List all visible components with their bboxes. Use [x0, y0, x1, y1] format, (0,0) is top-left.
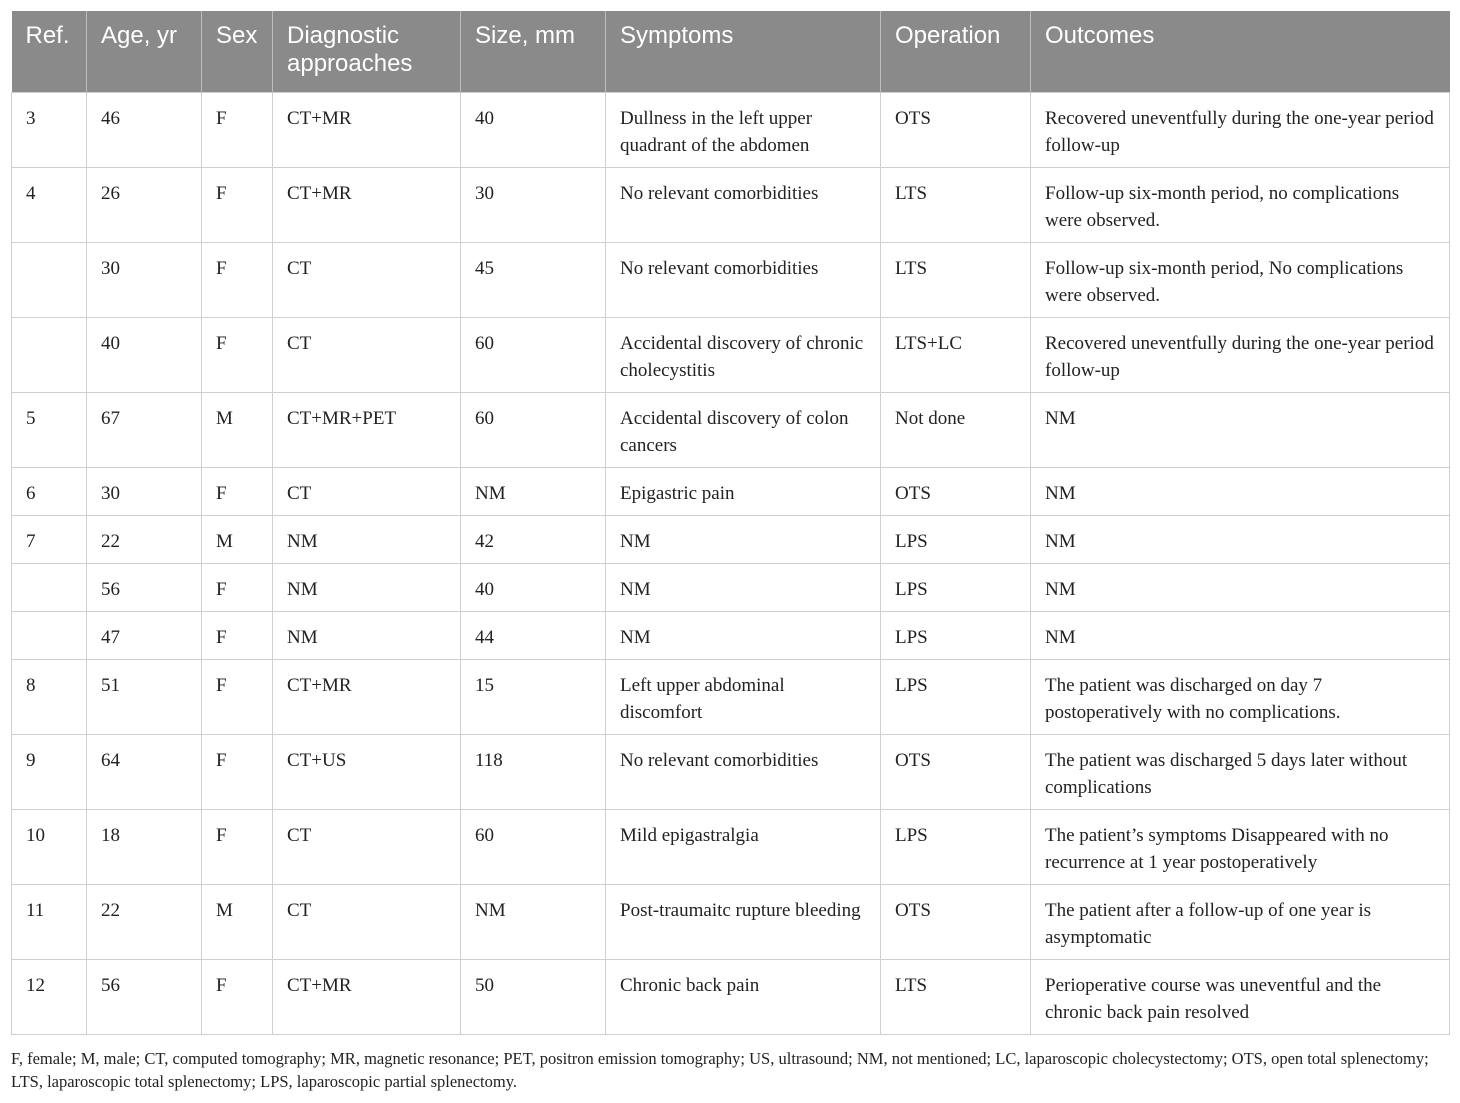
cell-operation: OTS — [881, 92, 1031, 167]
cell-age: 56 — [87, 563, 202, 611]
cell-ref — [12, 563, 87, 611]
cell-sex: F — [202, 809, 273, 884]
cell-size: 60 — [461, 392, 606, 467]
table-row — [12, 959, 1450, 1034]
cell-size: NM — [461, 467, 606, 515]
cell-symptoms: NM — [606, 515, 881, 563]
table-row — [12, 242, 1450, 317]
data-table — [11, 11, 1450, 1035]
header-age: Age, yr — [87, 11, 202, 92]
cell-age: 30 — [87, 467, 202, 515]
cell-sex: F — [202, 92, 273, 167]
cell-operation: LPS — [881, 611, 1031, 659]
cell-sex: M — [202, 392, 273, 467]
cell-size: NM — [461, 884, 606, 959]
cell-symptoms: NM — [606, 611, 881, 659]
cell-operation: LTS — [881, 959, 1031, 1034]
cell-diagnostic: CT — [273, 809, 461, 884]
cell-ref: 9 — [12, 734, 87, 809]
cell-symptoms: Accidental discovery of chronic cholecystitis — [606, 317, 881, 392]
cell-sex: M — [202, 884, 273, 959]
cell-symptoms: Chronic back pain — [606, 959, 881, 1034]
cell-ref: 12 — [12, 959, 87, 1034]
table-row — [12, 92, 1450, 167]
cell-size: 44 — [461, 611, 606, 659]
cell-operation: LTS+LC — [881, 317, 1031, 392]
cell-operation: LPS — [881, 563, 1031, 611]
cell-size: 15 — [461, 659, 606, 734]
header-ref: Ref. — [12, 11, 87, 92]
cell-size: 42 — [461, 515, 606, 563]
data-table-container — [11, 11, 1449, 1035]
cell-age: 47 — [87, 611, 202, 659]
table-row — [12, 563, 1450, 611]
cell-symptoms: Mild epigastralgia — [606, 809, 881, 884]
cell-size: 50 — [461, 959, 606, 1034]
cell-diagnostic: CT+US — [273, 734, 461, 809]
cell-ref — [12, 317, 87, 392]
cell-ref — [12, 611, 87, 659]
cell-symptoms: Left upper abdominal discomfort — [606, 659, 881, 734]
cell-size: 118 — [461, 734, 606, 809]
cell-diagnostic: CT+MR — [273, 959, 461, 1034]
table-footnote: F, female; M, male; CT, computed tomography; MR, magnetic resonance; PET, positron emission tomography; US, ultrasound; NM, not mentioned; LC, laparoscopic cholecystectomy; OTS, open total splenectomy; LTS, laparoscopic total splenectomy; LPS, laparoscopic partial splenectomy. — [11, 1049, 1429, 1091]
cell-ref: 3 — [12, 92, 87, 167]
cell-size: 40 — [461, 92, 606, 167]
cell-diagnostic: CT — [273, 242, 461, 317]
header-diagnostic-approaches: Diagnostic approaches — [273, 11, 461, 92]
cell-outcomes: The patient was discharged 5 days later without complications — [1031, 734, 1450, 809]
table-row — [12, 317, 1450, 392]
cell-operation: OTS — [881, 734, 1031, 809]
header-size: Size, mm — [461, 11, 606, 92]
cell-sex: F — [202, 242, 273, 317]
cell-age: 22 — [87, 515, 202, 563]
cell-age: 67 — [87, 392, 202, 467]
header-sex: Sex — [202, 11, 273, 92]
cell-sex: F — [202, 734, 273, 809]
cell-size: 45 — [461, 242, 606, 317]
cell-symptoms: No relevant comorbidities — [606, 734, 881, 809]
table-row — [12, 515, 1450, 563]
cell-sex: F — [202, 611, 273, 659]
cell-age: 26 — [87, 167, 202, 242]
cell-diagnostic: CT — [273, 884, 461, 959]
table-row — [12, 467, 1450, 515]
cell-outcomes: NM — [1031, 611, 1450, 659]
cell-ref: 5 — [12, 392, 87, 467]
cell-symptoms: Epigastric pain — [606, 467, 881, 515]
table-row — [12, 392, 1450, 467]
cell-operation: LTS — [881, 167, 1031, 242]
table-row — [12, 167, 1450, 242]
header-operation: Operation — [881, 11, 1031, 92]
cell-size: 40 — [461, 563, 606, 611]
table-row — [12, 884, 1450, 959]
cell-symptoms: Dullness in the left upper quadrant of the abdomen — [606, 92, 881, 167]
cell-sex: F — [202, 317, 273, 392]
cell-age: 51 — [87, 659, 202, 734]
cell-ref: 8 — [12, 659, 87, 734]
cell-operation: LTS — [881, 242, 1031, 317]
cell-outcomes: The patient was discharged on day 7 postoperatively with no complications. — [1031, 659, 1450, 734]
cell-symptoms: Post-traumaitc rupture bleeding — [606, 884, 881, 959]
cell-diagnostic: CT+MR — [273, 167, 461, 242]
header-outcomes: Outcomes — [1031, 11, 1450, 92]
cell-diagnostic: NM — [273, 515, 461, 563]
cell-operation: OTS — [881, 467, 1031, 515]
table-header-row — [12, 11, 1450, 92]
cell-size: 30 — [461, 167, 606, 242]
cell-diagnostic: NM — [273, 563, 461, 611]
cell-operation: LPS — [881, 515, 1031, 563]
cell-sex: F — [202, 959, 273, 1034]
cell-outcomes: NM — [1031, 515, 1450, 563]
cell-diagnostic: CT — [273, 467, 461, 515]
table-row — [12, 734, 1450, 809]
cell-age: 30 — [87, 242, 202, 317]
cell-sex: M — [202, 515, 273, 563]
cell-symptoms: No relevant comorbidities — [606, 242, 881, 317]
cell-diagnostic: CT — [273, 317, 461, 392]
cell-size: 60 — [461, 317, 606, 392]
cell-age: 22 — [87, 884, 202, 959]
cell-operation: LPS — [881, 659, 1031, 734]
cell-outcomes: Recovered uneventfully during the one-year period follow-up — [1031, 92, 1450, 167]
cell-diagnostic: CT+MR — [273, 659, 461, 734]
cell-age: 18 — [87, 809, 202, 884]
cell-ref — [12, 242, 87, 317]
cell-outcomes: The patient after a follow-up of one year is asymptomatic — [1031, 884, 1450, 959]
cell-diagnostic: CT+MR+PET — [273, 392, 461, 467]
cell-ref: 7 — [12, 515, 87, 563]
table-row — [12, 809, 1450, 884]
cell-age: 40 — [87, 317, 202, 392]
cell-sex: F — [202, 167, 273, 242]
cell-operation: OTS — [881, 884, 1031, 959]
cell-symptoms: NM — [606, 563, 881, 611]
cell-ref: 10 — [12, 809, 87, 884]
cell-sex: F — [202, 467, 273, 515]
cell-outcomes: Perioperative course was uneventful and the chronic back pain resolved — [1031, 959, 1450, 1034]
cell-age: 46 — [87, 92, 202, 167]
table-row — [12, 611, 1450, 659]
cell-outcomes: Follow-up six-month period, No complications were observed. — [1031, 242, 1450, 317]
cell-operation: LPS — [881, 809, 1031, 884]
cell-diagnostic: NM — [273, 611, 461, 659]
cell-age: 56 — [87, 959, 202, 1034]
cell-ref: 6 — [12, 467, 87, 515]
table-row — [12, 659, 1450, 734]
cell-age: 64 — [87, 734, 202, 809]
cell-outcomes: NM — [1031, 563, 1450, 611]
cell-sex: F — [202, 563, 273, 611]
cell-symptoms: Accidental discovery of colon cancers — [606, 392, 881, 467]
cell-outcomes: Follow-up six-month period, no complications were observed. — [1031, 167, 1450, 242]
cell-symptoms: No relevant comorbidities — [606, 167, 881, 242]
cell-ref: 11 — [12, 884, 87, 959]
cell-diagnostic: CT+MR — [273, 92, 461, 167]
cell-outcomes: The patient’s symptoms Disappeared with no recurrence at 1 year postoperatively — [1031, 809, 1450, 884]
cell-operation: Not done — [881, 392, 1031, 467]
cell-ref: 4 — [12, 167, 87, 242]
cell-outcomes: NM — [1031, 467, 1450, 515]
cell-outcomes: NM — [1031, 392, 1450, 467]
cell-outcomes: Recovered uneventfully during the one-year period follow-up — [1031, 317, 1450, 392]
header-symptoms: Symptoms — [606, 11, 881, 92]
cell-size: 60 — [461, 809, 606, 884]
cell-sex: F — [202, 659, 273, 734]
